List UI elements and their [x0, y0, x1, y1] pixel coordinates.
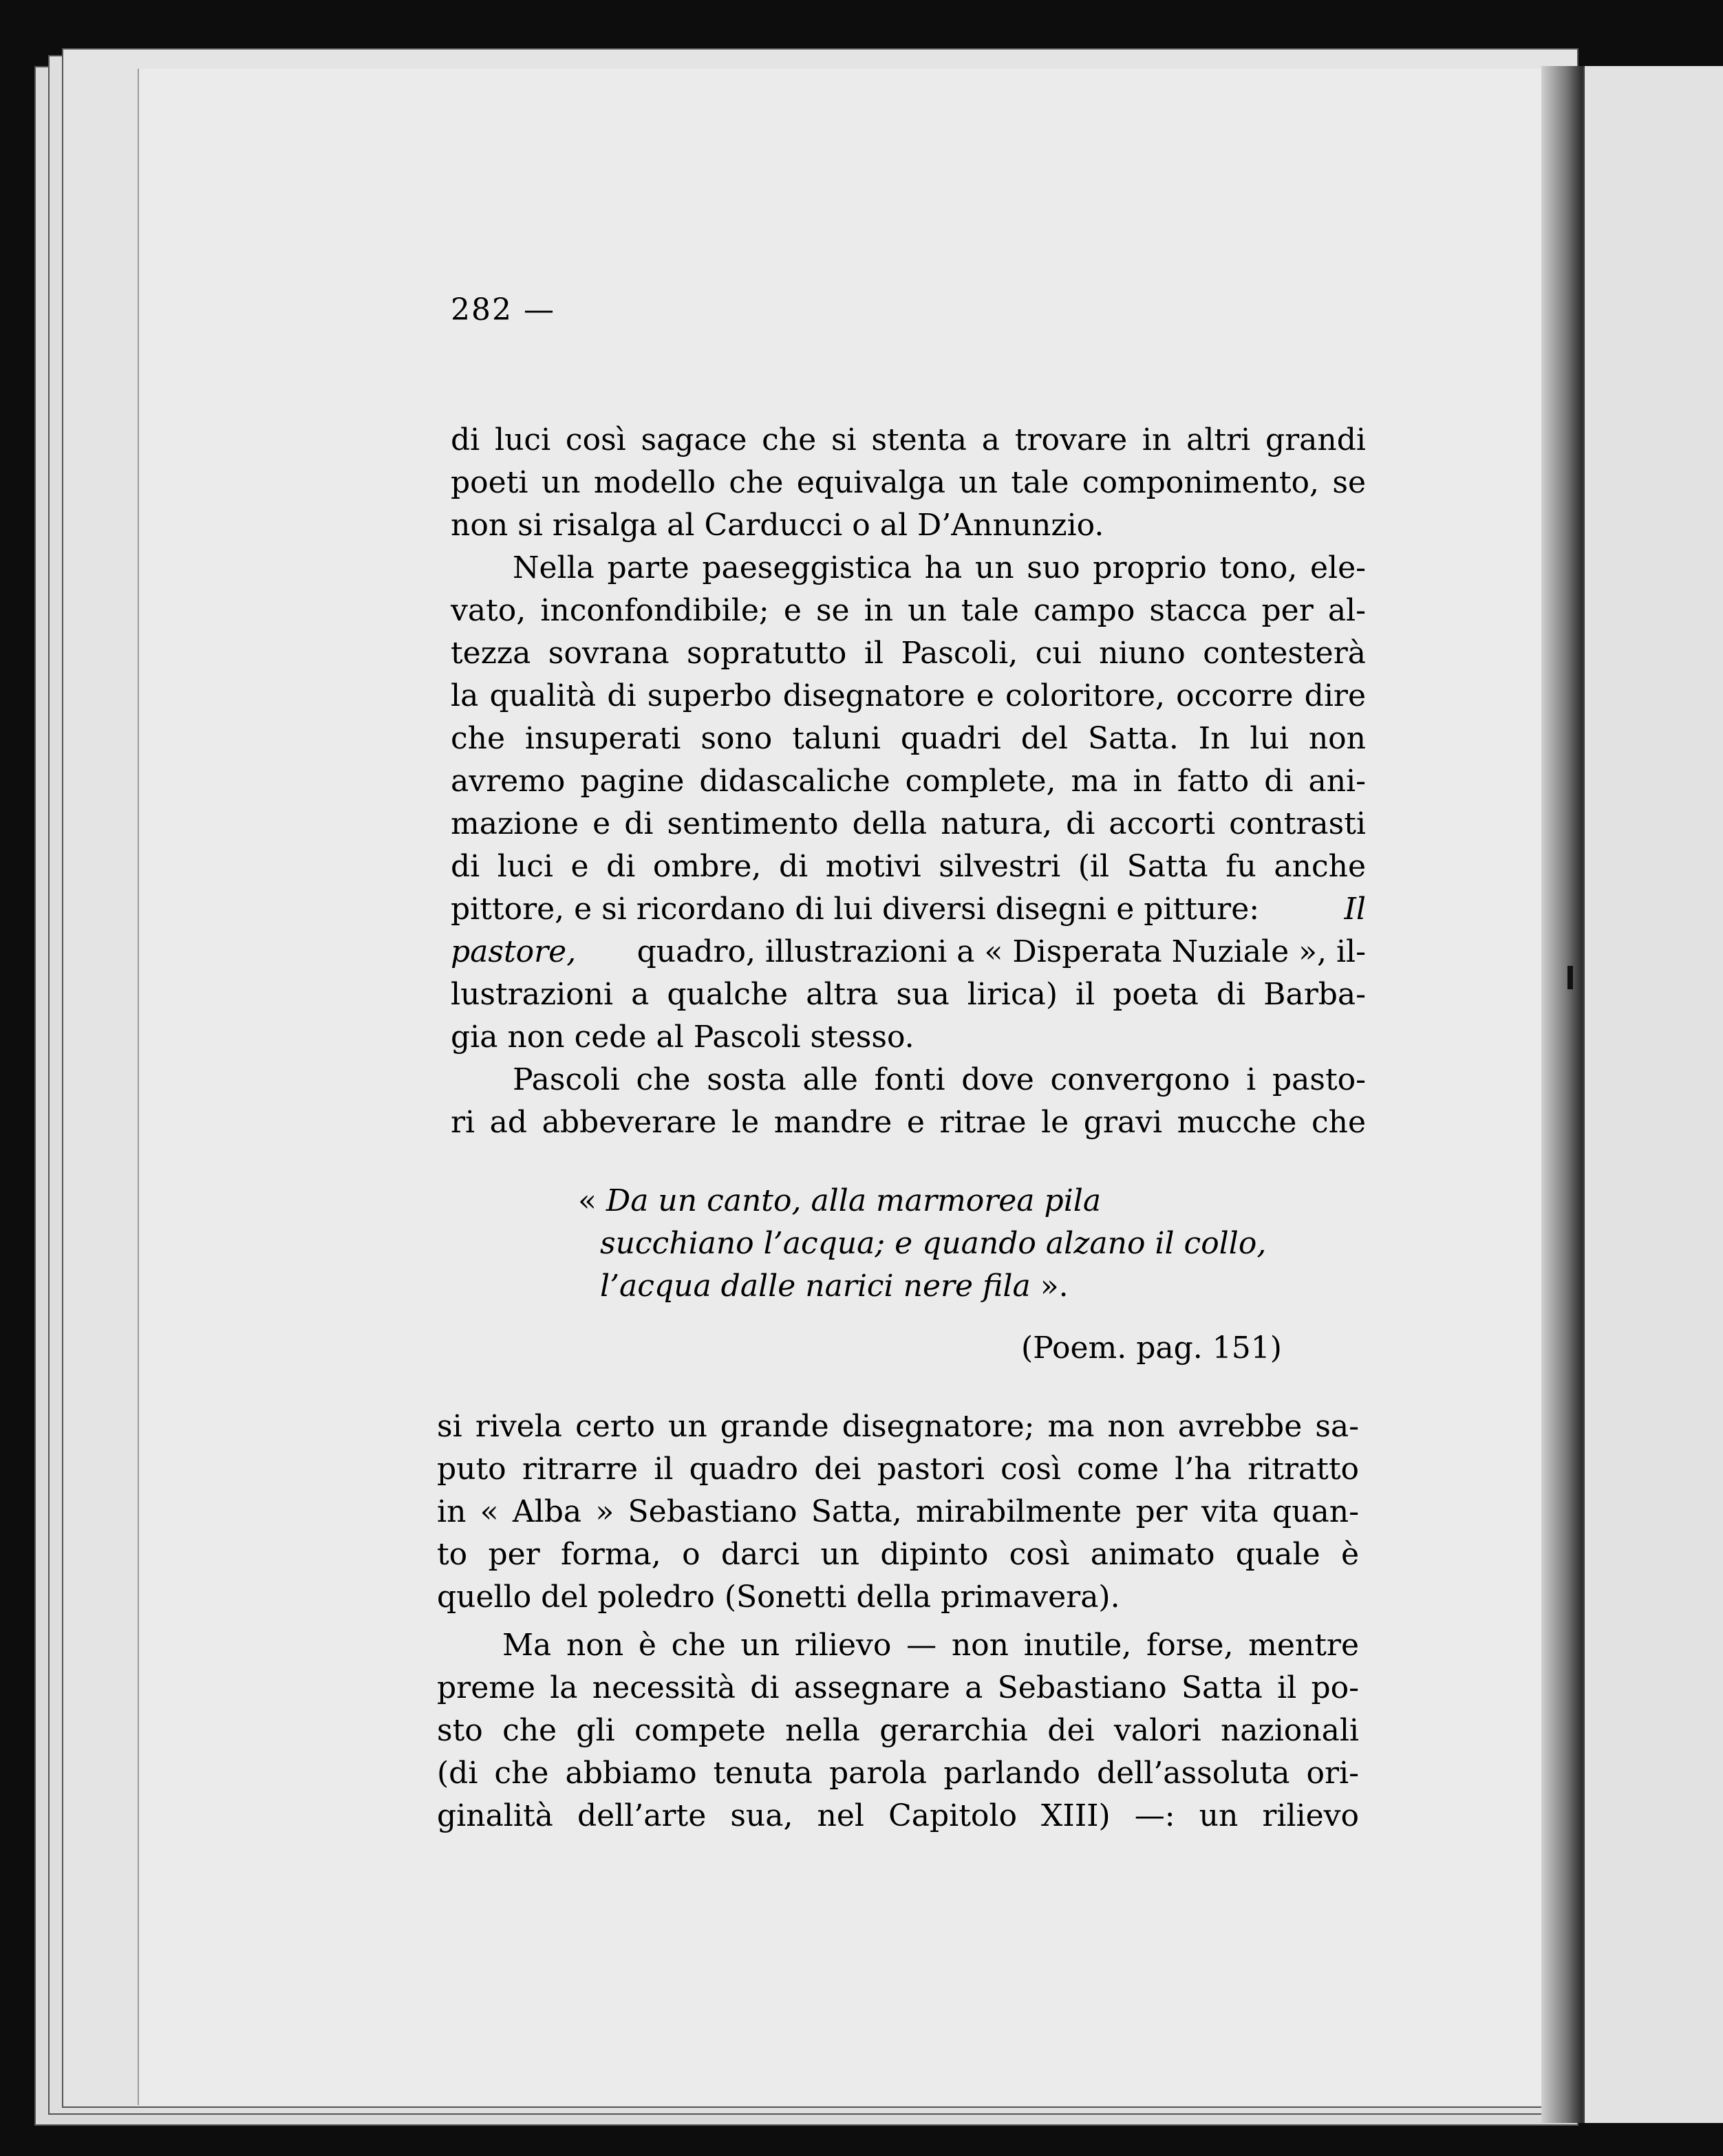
quote-close-mark: ». [1040, 1269, 1069, 1304]
text-line [451, 931, 1366, 973]
verse-text: l’acqua dalle narici nere fila [600, 1269, 1031, 1304]
text-segment: pittore, e si ricordano di lui diversi disegni e pitture: [451, 892, 1260, 927]
text-line: (di che abbiamo tenuta parola parlando dell’assoluta ori- [437, 1756, 1359, 1791]
text-line: gia non cede al Pascoli stesso. [451, 1020, 914, 1055]
text-line: to per forma, o darci un dipinto così animato quale è [437, 1537, 1359, 1572]
text-line: Pascoli che sosta alle fonti dove convergono i pasto- [513, 1062, 1366, 1097]
artwork-title: Il [1344, 892, 1366, 927]
text-line: sto che gli compete nella gerarchia dei valori nazionali [437, 1713, 1359, 1748]
verse-text: Da un canto, alla marmorea pila [606, 1183, 1102, 1218]
citation: (Poem. pag. 151) [1021, 1330, 1282, 1366]
text-line: lustrazioni a qualche altra sua lirica) il poeta di Barba- [451, 977, 1366, 1012]
book-spine-shadow [1541, 66, 1583, 2123]
text-line: di luci e di ombre, di motivi silvestri (il Satta fu anche [451, 849, 1366, 884]
text-line: tezza sovrana sopratutto il Pascoli, cui niuno contesterà [451, 636, 1366, 671]
text-line: di luci così sagace che si stenta a trovare in altri grandi [451, 422, 1366, 457]
text-line: avremo pagine didascaliche complete, ma in fatto di ani- [451, 764, 1366, 799]
verse-line [578, 1181, 1101, 1222]
text-line: ginalità dell’arte sua, nel Capitolo XIII) —: un rilievo [437, 1798, 1359, 1833]
text-line: mazione e di sentimento della natura, di accorti contrasti [451, 806, 1366, 841]
artwork-title: pastore, [451, 934, 577, 969]
quote-open-mark: « [578, 1183, 597, 1218]
text-line: puto ritrarre il quadro dei pastori così come l’ha ritratto [437, 1452, 1359, 1487]
text-line: si rivela certo un grande disegnatore; ma non avrebbe sa- [437, 1409, 1359, 1444]
text-line: preme la necessità di assegnare a Sebastiano Satta il po- [437, 1670, 1359, 1705]
text-line: Ma non è che un rilievo — non inutile, forse, mentre [502, 1628, 1359, 1663]
text-line [451, 889, 1366, 930]
text-segment: quadro, illustrazioni a « Disperata Nuziale », il- [636, 934, 1366, 969]
text-line: quello del poledro (Sonetti della primavera). [437, 1580, 1120, 1615]
facing-page-mark [1567, 966, 1573, 989]
text-line: in « Alba » Sebastiano Satta, mirabilmente per vita quan- [437, 1494, 1359, 1529]
text-line: la qualità di superbo disegnatore e coloritore, occorre dire [451, 678, 1366, 713]
text-line: Nella parte paeseggistica ha un suo proprio tono, ele- [513, 550, 1366, 585]
text-line: poeti un modello che equivalga un tale componimento, se [451, 465, 1366, 500]
verse-line: succhiano l’acqua; e quando alzano il collo, [600, 1226, 1267, 1261]
facing-page-edge [1583, 66, 1723, 2123]
text-line: ri ad abbeverare le mandre e ritrae le gravi mucche che [451, 1105, 1366, 1140]
text-line: vato, inconfondibile; e se in un tale campo stacca per al- [451, 593, 1366, 628]
text-line: non si risalga al Carducci o al D’Annunzio. [451, 508, 1104, 543]
text-line: che insuperati sono taluni quadri del Satta. In lui non [451, 721, 1366, 756]
verse-line [600, 1266, 1069, 1307]
page-number: 282 — [451, 292, 555, 327]
